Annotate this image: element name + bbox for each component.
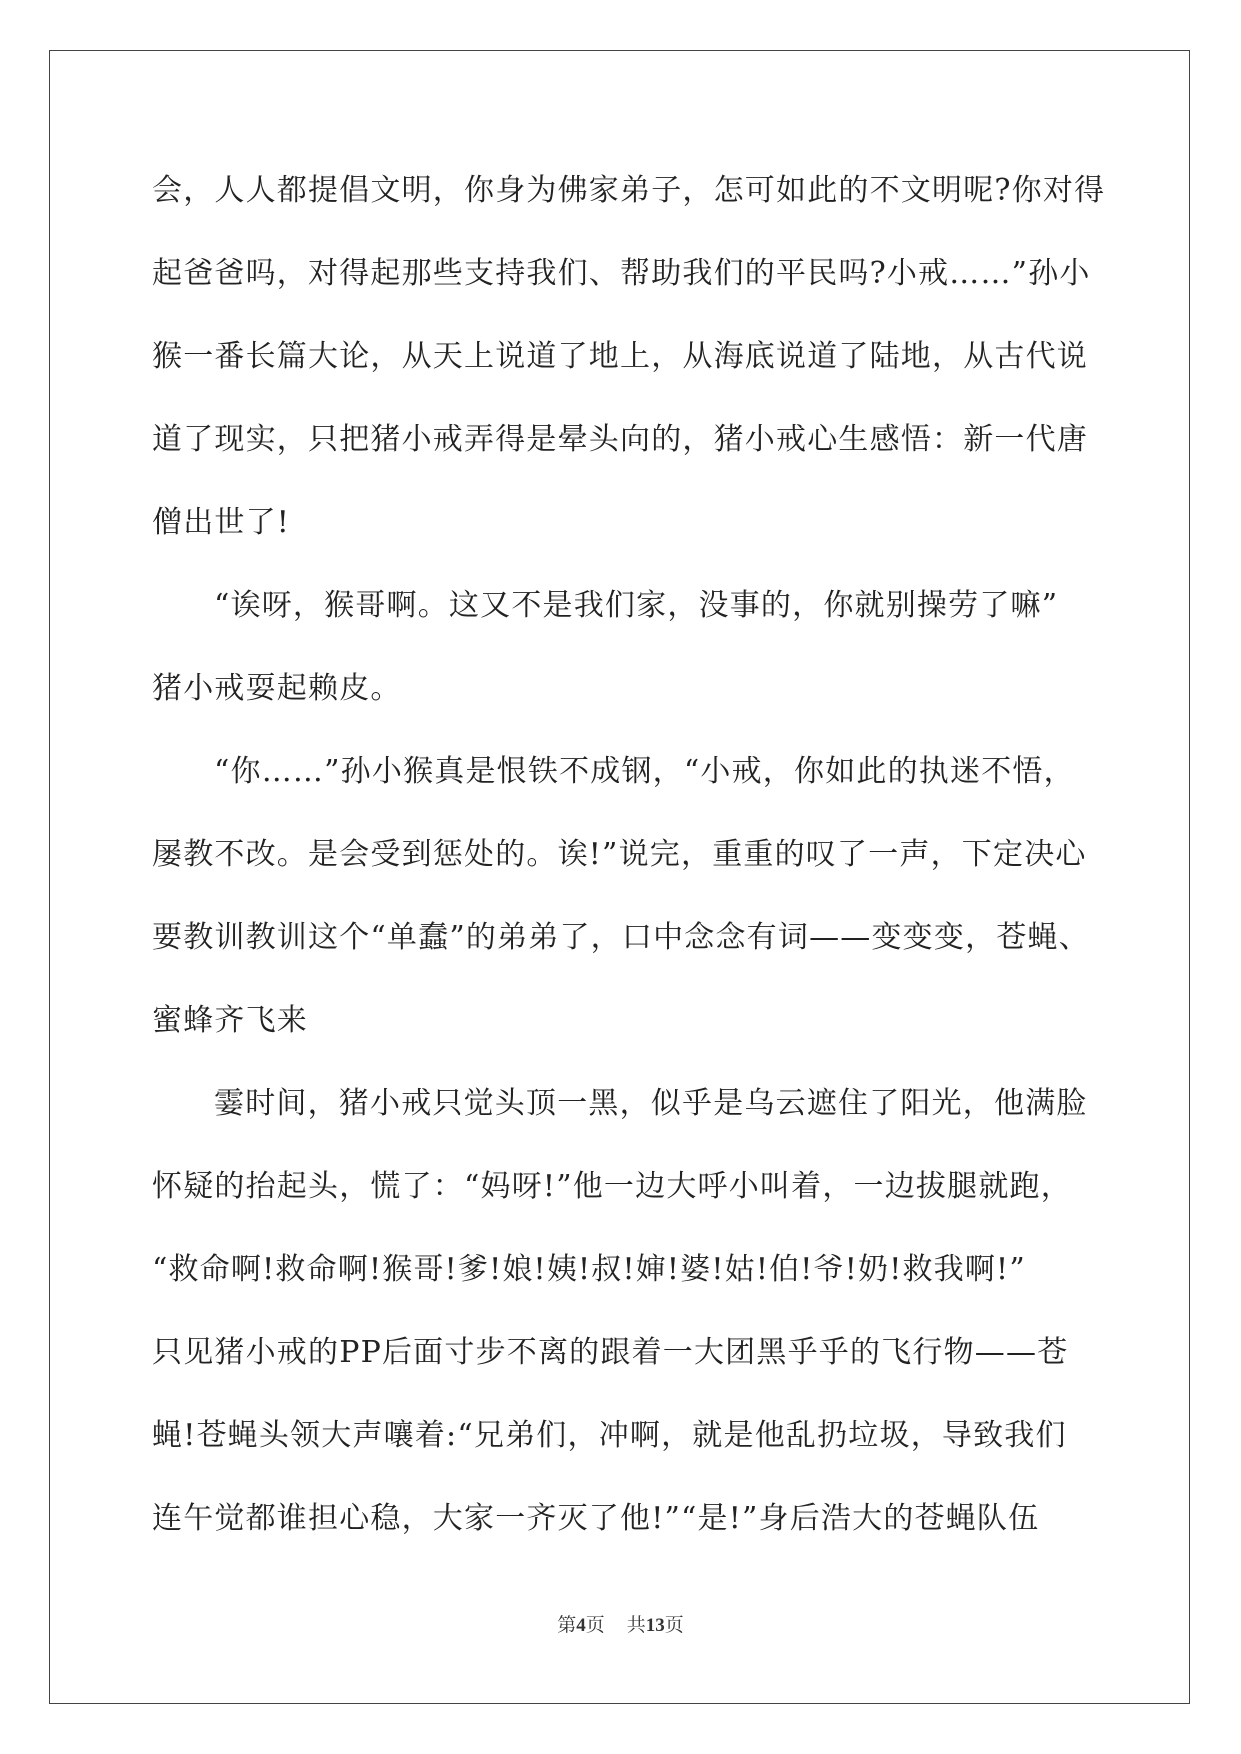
total-page-count: 13: [645, 1615, 665, 1636]
text-line: 僧出世了!: [152, 505, 291, 540]
paragraph-start-line: “诶呀，猴哥啊。这又不是我们家，没事的，你就别操劳了嘛”: [214, 588, 1059, 623]
page-footer: [0, 1610, 1241, 1637]
text-line: “救命啊!救命啊!猴哥!爹!娘!姨!叔!婶!婆!姑!伯!爷!奶!救我啊!”: [152, 1252, 1026, 1287]
current-page-number: 4: [576, 1615, 586, 1636]
text-line: 屡教不改。是会受到惩处的。诶!”说完，重重的叹了一声，下定决心: [152, 837, 1087, 872]
footer-prefix: 第: [557, 1614, 577, 1636]
text-line: 连午觉都谁担心稳，大家一齐灭了他!”“是!”身后浩大的苍蝇队伍: [152, 1501, 1040, 1536]
text-line: 怀疑的抬起头，慌了：“妈呀!”他一边大呼小叫着，一边拔腿就跑，: [152, 1169, 1072, 1204]
footer-total-suffix: 页: [664, 1614, 684, 1636]
text-line: 猴一番长篇大论，从天上说道了地上，从海底说道了陆地，从古代说: [152, 339, 1088, 374]
text-line: 起爸爸吗，对得起那些支持我们、帮助我们的平民吗?小戒……”孙小: [152, 256, 1091, 291]
text-line: 猪小戒耍起赖皮。: [152, 671, 402, 706]
text-line: 会，人人都提倡文明，你身为佛家弟子，怎可如此的不文明呢?你对得: [152, 173, 1106, 208]
text-line: 蝇!苍蝇头领大声嚷着:“兄弟们，冲啊，就是他乱扔垃圾，导致我们: [152, 1418, 1067, 1453]
paragraph-start-line: 霎时间，猪小戒只觉头顶一黑，似乎是乌云遮住了阳光，他满脸: [214, 1086, 1088, 1121]
footer-total-prefix: 共: [626, 1614, 646, 1636]
paragraph-start-line: “你……”孙小猴真是恨铁不成钢，“小戒，你如此的执迷不悟，: [214, 754, 1075, 789]
text-line: 要教训教训这个“单蠢”的弟弟了，口中念念有词——变变变，苍蝇、: [152, 920, 1090, 955]
text-line: 只见猪小戒的PP后面寸步不离的跟着一大团黑乎乎的飞行物——苍: [152, 1335, 1069, 1370]
footer-page-suffix: 页: [585, 1614, 605, 1636]
text-line: 道了现实，只把猪小戒弄得是晕头向的，猪小戒心生感悟：新一代唐: [152, 422, 1088, 457]
document-body: [152, 163, 1106, 1574]
text-line: 蜜蜂齐飞来: [152, 1003, 308, 1038]
